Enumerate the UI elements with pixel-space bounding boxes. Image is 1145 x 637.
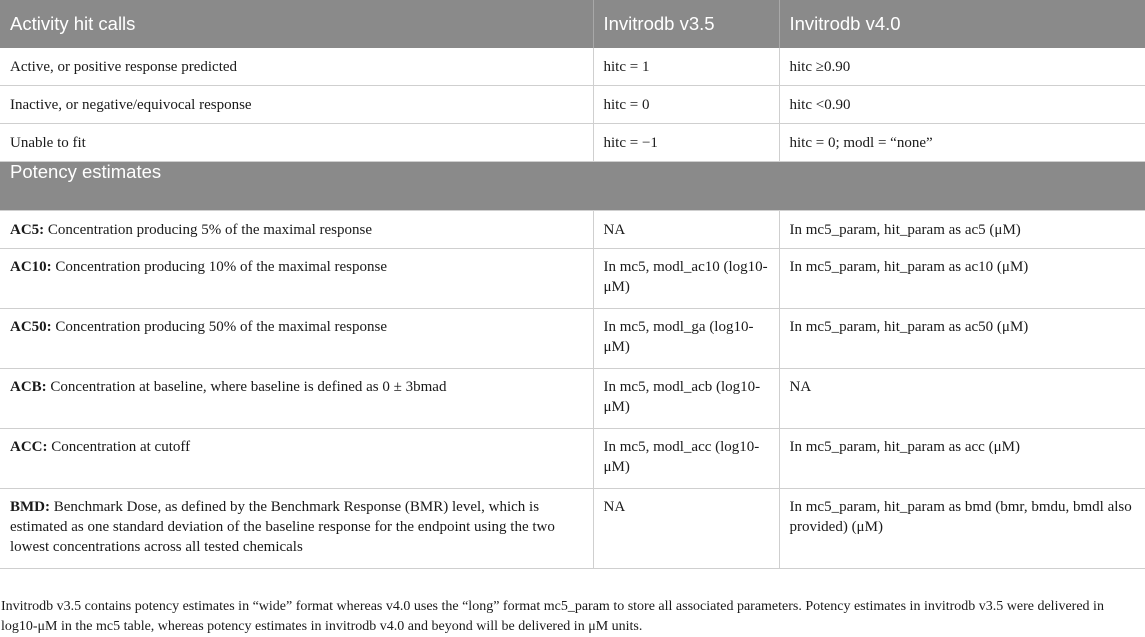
potency-v35: In mc5, modl_acb (log10-μM) xyxy=(593,369,779,429)
potency-desc: Concentration at cutoff xyxy=(47,439,191,455)
potency-term: ACB: xyxy=(10,379,47,395)
table-row xyxy=(0,48,1145,86)
potency-term: BMD: xyxy=(10,499,50,515)
potency-desc: Concentration producing 10% of the maximal response xyxy=(51,259,388,275)
table-footnote: Invitrodb v3.5 contains potency estimates in “wide” format whereas v4.0 uses the “long” format mc5_param to store all associated parameters. Potency estimates in invitrodb v3.5 were delivered in log10-μM in the mc5 table, whereas potency estimates in invitrodb v4.0 and beyond will be delivered in μM units. xyxy=(1,599,1104,634)
potency-v40: In mc5_param, hit_param as bmd (bmr, bmdu, bmdl also provided) (μM) xyxy=(779,489,1145,569)
hit-label: Active, or positive response predicted xyxy=(0,48,593,86)
potency-v40: In mc5_param, hit_param as ac10 (μM) xyxy=(779,249,1145,309)
table-row xyxy=(0,86,1145,124)
potency-term: AC5: xyxy=(10,221,45,238)
table-row xyxy=(0,489,1145,569)
potency-desc: Concentration producing 5% of the maximal response xyxy=(44,221,373,238)
hit-v40: hitc <0.90 xyxy=(779,86,1145,124)
section-header-row xyxy=(0,162,1145,211)
table-row xyxy=(0,429,1145,489)
table-row xyxy=(0,369,1145,429)
hit-label: Inactive, or negative/equivocal response xyxy=(0,86,593,124)
potency-v35: NA xyxy=(593,211,779,249)
header-activity-hit-calls: Activity hit calls xyxy=(0,0,593,48)
potency-desc: Concentration producing 50% of the maximal response xyxy=(51,319,388,335)
potency-label xyxy=(0,211,593,249)
potency-label xyxy=(0,369,593,429)
section-title-potency: Potency estimates xyxy=(0,162,1145,211)
hit-label: Unable to fit xyxy=(0,124,593,162)
table-header-row xyxy=(0,0,1145,48)
potency-term: ACC: xyxy=(10,439,48,455)
hit-v40: hitc ≥0.90 xyxy=(779,48,1145,86)
potency-term: AC10: xyxy=(10,259,52,275)
hit-v35: hitc = 1 xyxy=(593,48,779,86)
potency-v35: NA xyxy=(593,489,779,569)
potency-label xyxy=(0,429,593,489)
hit-v40: hitc = 0; modl = “none” xyxy=(779,124,1145,162)
potency-v40: In mc5_param, hit_param as acc (μM) xyxy=(779,429,1145,489)
hit-v35: hitc = 0 xyxy=(593,86,779,124)
potency-v40: In mc5_param, hit_param as ac50 (μM) xyxy=(779,309,1145,369)
potency-label xyxy=(0,489,593,569)
table-row xyxy=(0,211,1145,249)
potency-desc: Concentration at baseline, where baseline is defined as 0 ± 3bmad xyxy=(46,379,447,395)
header-invitrodb-v40: Invitrodb v4.0 xyxy=(779,0,1145,48)
table-row xyxy=(0,124,1145,162)
potency-label xyxy=(0,249,593,309)
potency-term: AC50: xyxy=(10,319,52,335)
potency-v35: In mc5, modl_ac10 (log10-μM) xyxy=(593,249,779,309)
header-invitrodb-v35: Invitrodb v3.5 xyxy=(593,0,779,48)
potency-v40: NA xyxy=(779,369,1145,429)
potency-v35: In mc5, modl_ga (log10-μM) xyxy=(593,309,779,369)
potency-v40: In mc5_param, hit_param as ac5 (μM) xyxy=(779,211,1145,249)
hit-v35: hitc = −1 xyxy=(593,124,779,162)
table-row xyxy=(0,249,1145,309)
table-row xyxy=(0,309,1145,369)
potency-desc: Benchmark Dose, as defined by the Benchmark Response (BMR) level, which is estimated as one standard deviation of the baseline response for the endpoint using the two lowest concentrations across all tested chemicals xyxy=(10,499,555,555)
potency-v35: In mc5, modl_acc (log10-μM) xyxy=(593,429,779,489)
potency-label xyxy=(0,309,593,369)
